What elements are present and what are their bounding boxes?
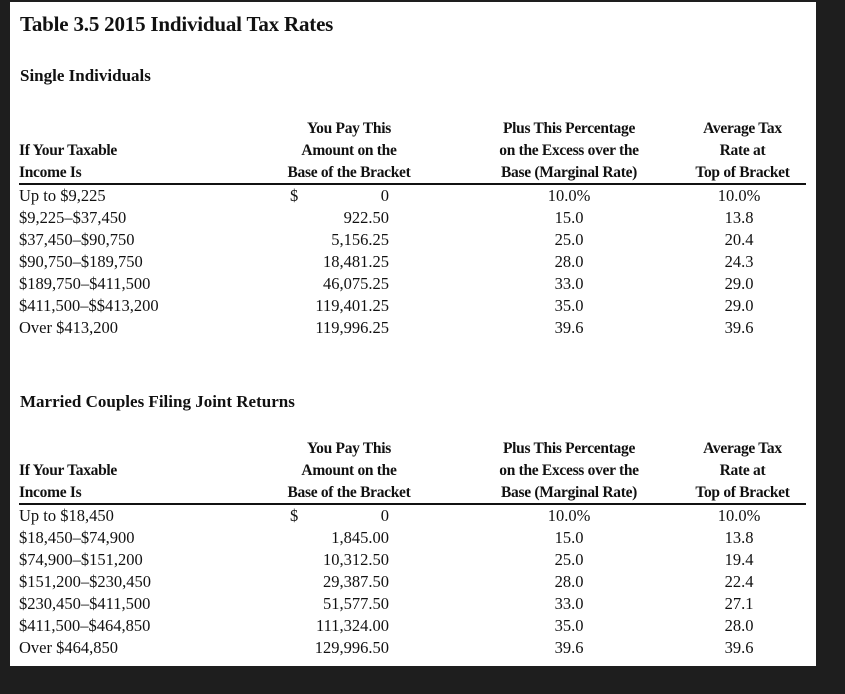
table-row	[19, 229, 806, 251]
column-header-base	[269, 118, 429, 184]
column-header-line: on the Excess over the	[499, 142, 639, 159]
base-amount-cell: 119,401.25	[315, 296, 389, 315]
column-header-line: Plus This Percentage	[502, 440, 636, 457]
income-range-cell: $37,450–$90,750	[19, 230, 135, 249]
average-rate-cell: 10.0%	[717, 506, 761, 525]
marginal-rate-cell: 28.0	[554, 572, 584, 591]
section-heading-married: Married Couples Filing Joint Returns	[20, 392, 295, 411]
marginal-rate-cell: 28.0	[554, 252, 584, 271]
income-range-cell: Up to $9,225	[19, 186, 106, 205]
average-rate-cell: 13.8	[724, 208, 754, 227]
tax-table-single	[19, 118, 806, 339]
marginal-rate-cell: 25.0	[554, 550, 584, 569]
base-amount-cell: 111,324.00	[315, 616, 389, 635]
table-row	[19, 207, 806, 229]
document-page	[10, 2, 816, 666]
marginal-rate-cell: 35.0	[554, 296, 584, 315]
income-range-cell: Up to $18,450	[19, 506, 114, 525]
income-range-cell: $411,500–$$413,200	[19, 296, 159, 315]
table-row	[19, 549, 806, 571]
average-rate-cell: 19.4	[724, 550, 754, 569]
table-row	[19, 615, 806, 637]
average-rate-cell: 39.6	[724, 638, 754, 657]
table-row	[19, 637, 806, 659]
column-header-line: Plus This Percentage	[502, 120, 636, 137]
income-range-cell: Over $464,850	[19, 638, 118, 657]
section-heading-single: Single Individuals	[20, 66, 151, 85]
column-header-line: on the Excess over the	[499, 462, 639, 479]
column-header-average	[679, 438, 806, 504]
income-range-cell: $151,200–$230,450	[19, 572, 151, 591]
column-header-line: Income Is	[19, 164, 82, 181]
base-amount-cell: 10,312.50	[323, 550, 389, 569]
table-header	[19, 438, 806, 504]
table-row	[19, 593, 806, 615]
income-range-cell: $189,750–$411,500	[19, 274, 151, 293]
table-title: Table 3.5 2015 Individual Tax Rates	[20, 12, 334, 36]
base-amount-cell: 0	[380, 186, 389, 205]
column-header-line: Rate at	[719, 462, 766, 479]
base-amount-cell: 922.50	[343, 208, 389, 227]
column-header-line: You Pay This	[307, 440, 391, 457]
base-amount-cell: 129,996.50	[314, 638, 389, 657]
income-range-cell: $74,900–$151,200	[19, 550, 143, 569]
column-header-line: Base (Marginal Rate)	[500, 164, 638, 181]
base-amount-cell: 1,845.00	[331, 528, 389, 547]
column-header-line: If Your Taxable	[19, 462, 118, 479]
table-body	[19, 505, 806, 659]
average-rate-cell: 27.1	[724, 594, 754, 613]
income-range-cell: $90,750–$189,750	[19, 252, 143, 271]
column-header-line: Income Is	[19, 484, 82, 501]
average-rate-cell: 24.3	[724, 252, 754, 271]
table-row	[19, 571, 806, 593]
column-header-line: Base of the Bracket	[287, 164, 411, 181]
column-header-line: You Pay This	[307, 120, 391, 137]
table-row	[19, 505, 806, 527]
marginal-rate-cell: 39.6	[554, 318, 584, 337]
column-header-marginal	[469, 118, 669, 184]
base-amount-cell: 51,577.50	[323, 594, 389, 613]
column-header-income	[19, 140, 269, 184]
table-row	[19, 527, 806, 549]
tax-table-married	[19, 438, 806, 659]
base-amount-cell: 119,996.25	[315, 318, 389, 337]
column-header-line: Average Tax	[703, 440, 782, 457]
marginal-rate-cell: 33.0	[554, 594, 584, 613]
income-range-cell: $18,450–$74,900	[19, 528, 135, 547]
table-row	[19, 317, 806, 339]
column-header-line: Top of Bracket	[695, 484, 790, 501]
marginal-rate-cell: 39.6	[554, 638, 584, 657]
income-range-cell: $9,225–$37,450	[19, 208, 127, 227]
column-header-line: Base (Marginal Rate)	[500, 484, 638, 501]
base-amount-cell: 29,387.50	[323, 572, 389, 591]
column-header-base	[269, 438, 429, 504]
currency-symbol: $	[290, 506, 299, 525]
column-header-line: If Your Taxable	[19, 142, 118, 159]
income-range-cell: $230,450–$411,500	[19, 594, 151, 613]
average-rate-cell: 20.4	[724, 230, 754, 249]
table-row	[19, 185, 806, 207]
income-range-cell: $411,500–$464,850	[19, 616, 151, 635]
table-header	[19, 118, 806, 184]
marginal-rate-cell: 10.0%	[547, 506, 591, 525]
base-amount-cell: 18,481.25	[323, 252, 389, 271]
column-header-line: Average Tax	[703, 120, 782, 137]
column-header-line: Amount on the	[301, 142, 397, 159]
average-rate-cell: 22.4	[724, 572, 754, 591]
column-header-income	[19, 460, 269, 504]
column-header-line: Rate at	[719, 142, 766, 159]
currency-symbol: $	[290, 186, 299, 205]
marginal-rate-cell: 15.0	[554, 208, 584, 227]
table-row	[19, 295, 806, 317]
column-header-line: Top of Bracket	[695, 164, 790, 181]
average-rate-cell: 10.0%	[717, 186, 761, 205]
base-amount-cell: 46,075.25	[323, 274, 389, 293]
table-row	[19, 251, 806, 273]
table-body	[19, 185, 806, 339]
column-header-average	[679, 118, 806, 184]
table-row	[19, 273, 806, 295]
marginal-rate-cell: 25.0	[554, 230, 584, 249]
column-header-line: Base of the Bracket	[287, 484, 411, 501]
average-rate-cell: 39.6	[724, 318, 754, 337]
average-rate-cell: 13.8	[724, 528, 754, 547]
marginal-rate-cell: 10.0%	[547, 186, 591, 205]
average-rate-cell: 29.0	[724, 296, 754, 315]
marginal-rate-cell: 15.0	[554, 528, 584, 547]
column-header-line: Amount on the	[301, 462, 397, 479]
marginal-rate-cell: 35.0	[554, 616, 584, 635]
average-rate-cell: 28.0	[724, 616, 754, 635]
base-amount-cell: 0	[380, 506, 389, 525]
marginal-rate-cell: 33.0	[554, 274, 584, 293]
column-header-marginal	[469, 438, 669, 504]
base-amount-cell: 5,156.25	[331, 230, 389, 249]
average-rate-cell: 29.0	[724, 274, 754, 293]
income-range-cell: Over $413,200	[19, 318, 118, 337]
